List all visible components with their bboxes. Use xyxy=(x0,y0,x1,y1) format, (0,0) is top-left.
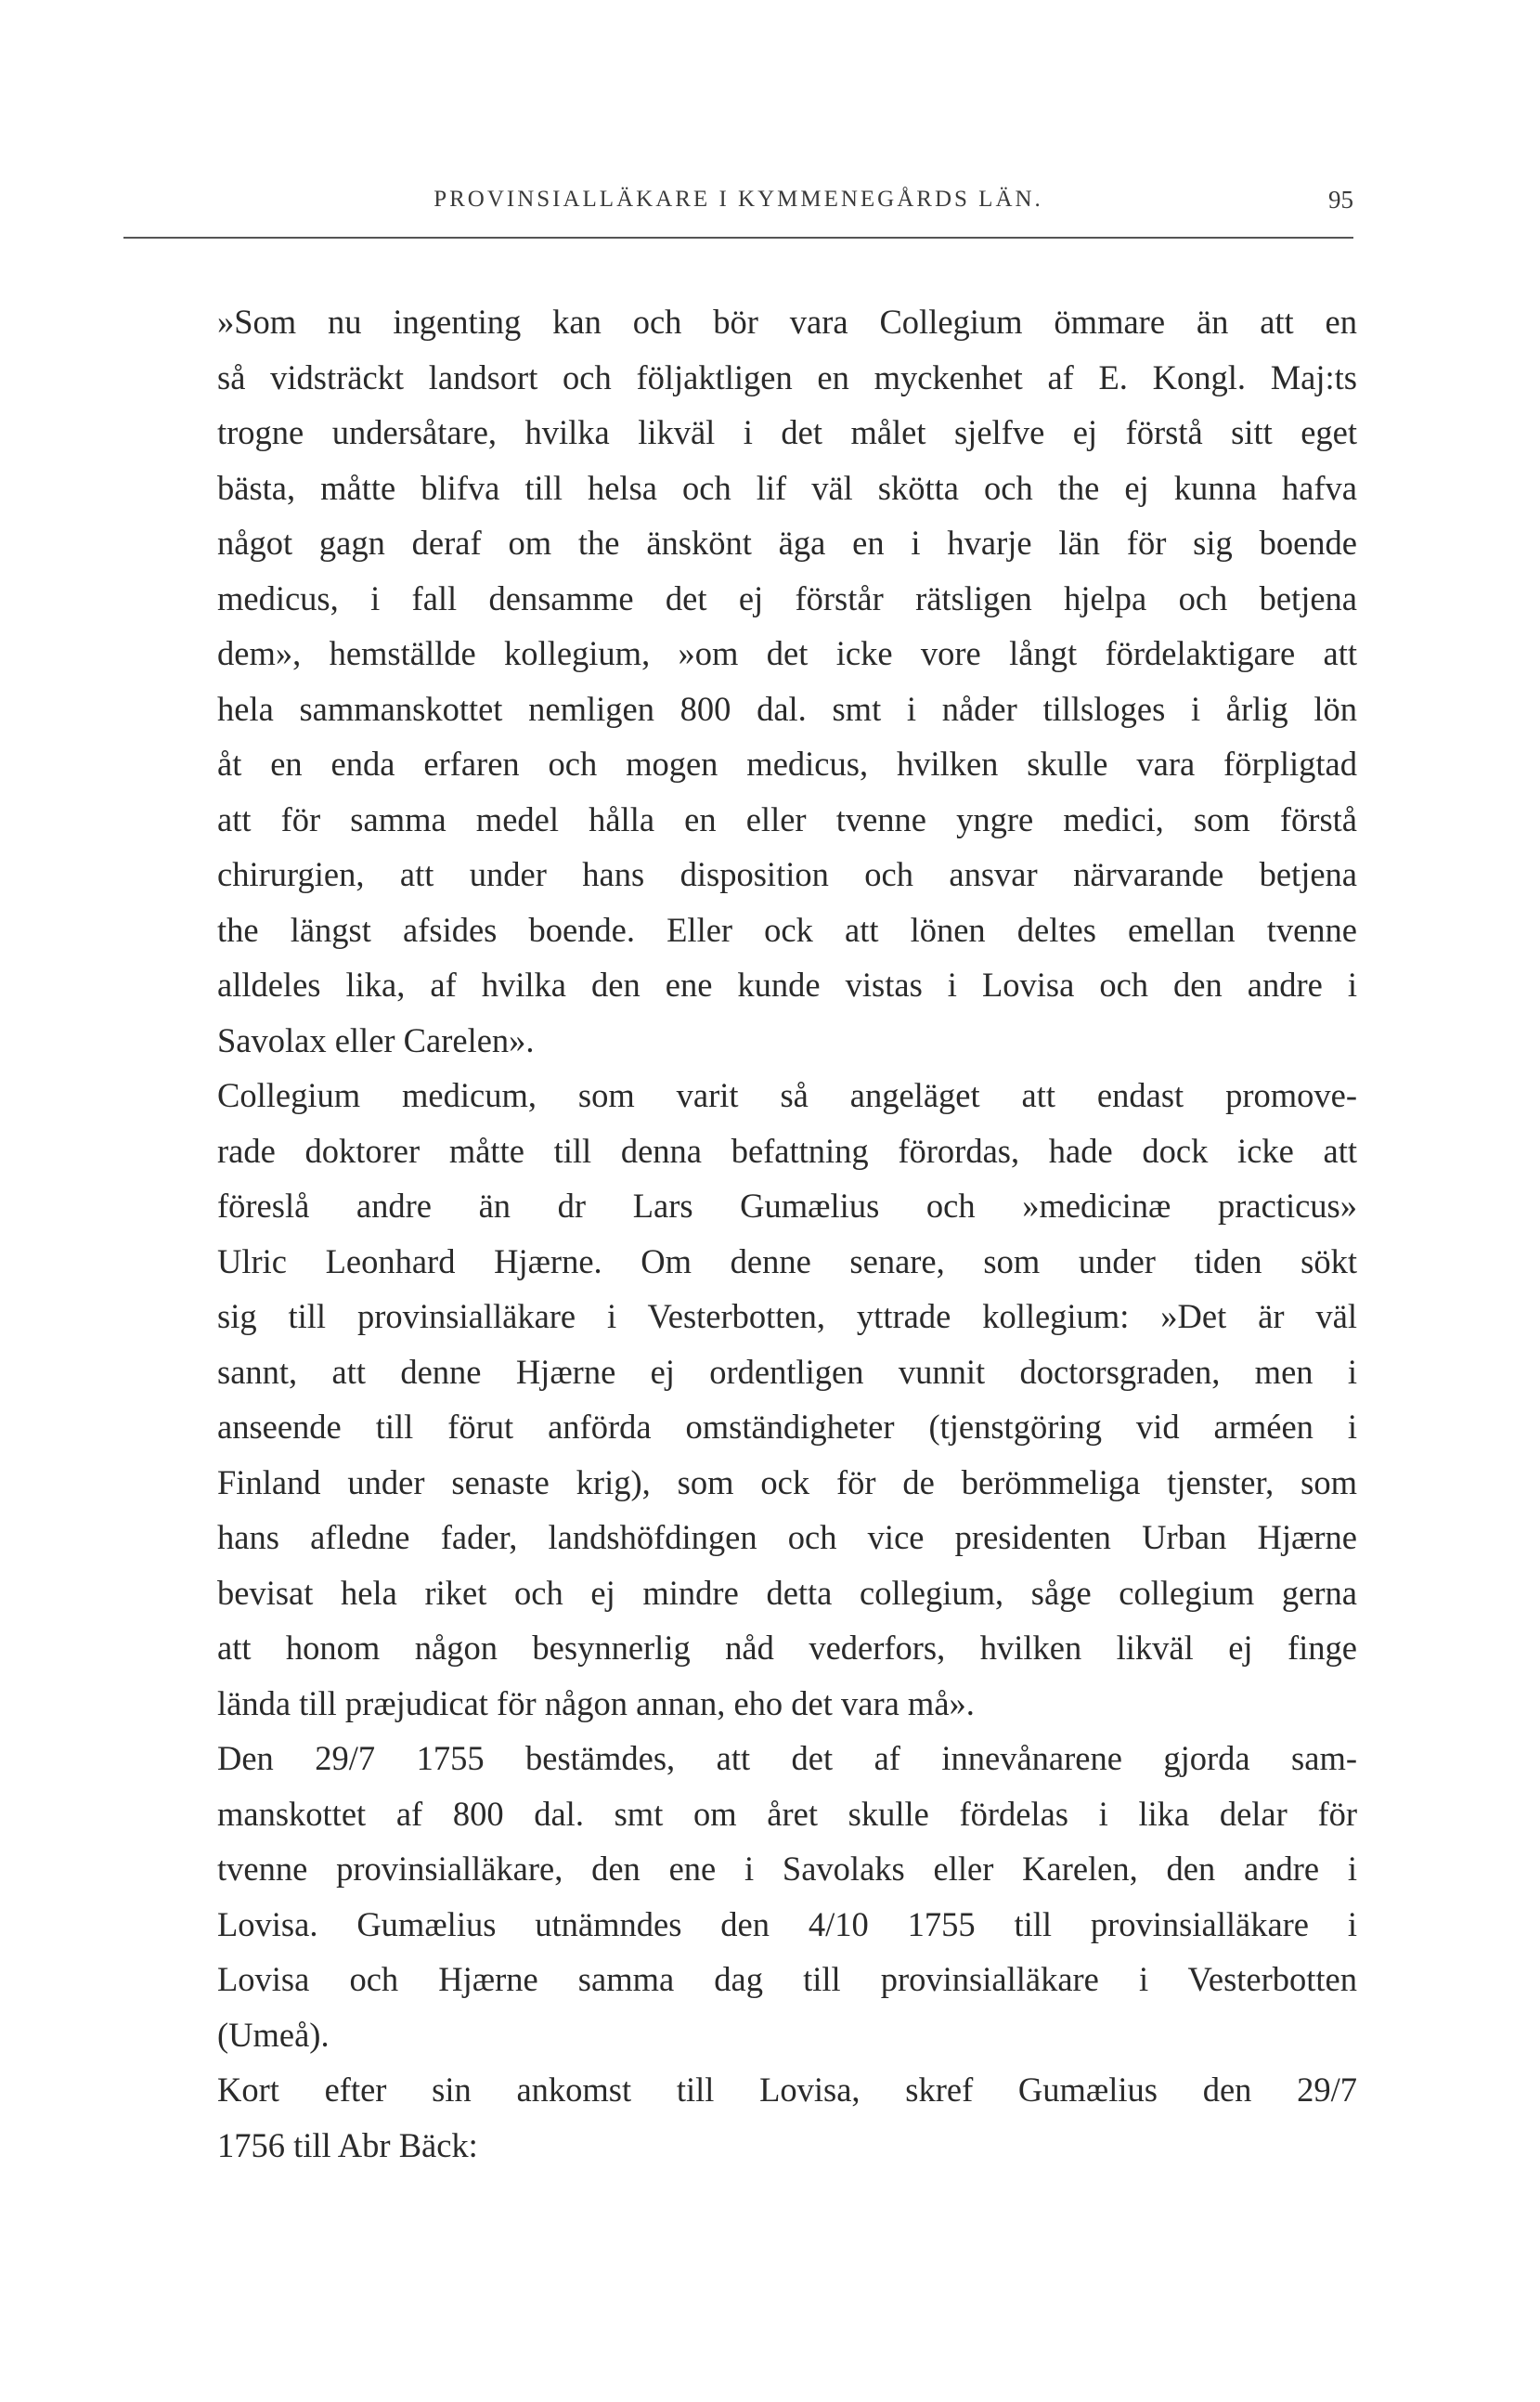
text-line: chirurgien, att under hans disposition och ansvar närvarande betjena xyxy=(217,855,1357,893)
text-line: något gagn deraf om the änskönt äga en i hvarje län för sig boende xyxy=(217,524,1357,562)
text-line: föreslå andre än dr Lars Gumælius och »medicinæ practicus» xyxy=(217,1187,1357,1225)
text-line: bästa, måtte blifva till helsa och lif väl skötta och the ej kunna hafva xyxy=(217,468,1357,507)
text-line: (Umeå). xyxy=(217,2015,330,2054)
text-line: Lovisa och Hjærne samma dag till provinsialläkare i Vesterbotten xyxy=(217,1960,1357,1998)
text-line: trogne undersåtare, hvilka likväl i det målet sjelfve ej förstå sitt eget xyxy=(217,413,1357,451)
text-line: att för samma medel hålla en eller tvenne yngre medici, som förstå xyxy=(217,799,1357,838)
text-line: åt en enda erfaren och mogen medicus, hvilken skulle vara förpligtad xyxy=(217,745,1357,783)
text-line: Lovisa. Gumælius utnämndes den 4/10 1755 till provinsialläkare i xyxy=(217,1904,1357,1943)
text-line: manskottet af 800 dal. smt om året skulle fördelas i lika delar för xyxy=(217,1794,1357,1833)
text-line: sig till provinsialläkare i Vesterbotten, yttrade kollegium: »Det är väl xyxy=(217,1297,1357,1335)
text-line: lända till præjudicat för någon annan, eho det vara må». xyxy=(217,1683,975,1722)
text-line: så vidsträckt landsort och följaktligen en myckenhet af E. Kongl. Maj:ts xyxy=(217,357,1357,396)
text-line: Ulric Leonhard Hjærne. Om denne senare, som under tiden sökt xyxy=(217,1241,1357,1280)
paragraph-4 xyxy=(120,2062,1357,2173)
header-rule xyxy=(123,237,1353,239)
text-line: hela sammanskottet nemligen 800 dal. smt i nåder tillsloges i årlig lön xyxy=(217,689,1357,728)
paragraph-1 xyxy=(120,294,1357,1068)
text-line: Collegium medicum, som varit så angeläget att endast promove- xyxy=(217,1076,1357,1114)
text-line: alldeles lika, af hvilka den ene kunde vistas i Lovisa och den andre i xyxy=(217,966,1357,1004)
paragraph-3 xyxy=(120,1731,1357,2062)
text-line: hans afledne fader, landshöfdingen och vice presidenten Urban Hjærne xyxy=(217,1518,1357,1556)
text-line: anseende till förut anförda omständigheter (tjenstgöring vid arméen i xyxy=(217,1408,1357,1446)
running-head-title: PROVINSIALLÄKARE I KYMMENEGÅRDS LÄN. xyxy=(434,187,1043,212)
running-head xyxy=(123,181,1353,218)
page-number: 95 xyxy=(1328,186,1353,214)
text-line: tvenne provinsialläkare, den ene i Savolaks eller Karelen, den andre i xyxy=(217,1850,1357,1888)
text-line: bevisat hela riket och ej mindre detta collegium, såge collegium gerna xyxy=(217,1573,1357,1612)
text-line: sannt, att denne Hjærne ej ordentligen vunnit doctorsgraden, men i xyxy=(217,1352,1357,1391)
text-line: Savolax eller Carelen». xyxy=(217,1020,535,1059)
paragraph-2 xyxy=(120,1068,1357,1731)
text-line: att honom någon besynnerlig nåd vederfors, hvilken likväl ej finge xyxy=(217,1629,1357,1667)
text-line: medicus, i fall densamme det ej förstår rätsligen hjelpa och betjena xyxy=(217,578,1357,617)
body-text xyxy=(120,294,1357,2173)
text-line: Kort efter sin ankomst till Lovisa, skref Gumælius den 29/7 xyxy=(217,2071,1357,2109)
text-line: rade doktorer måtte till denna befattning förordas, hade dock icke att xyxy=(217,1131,1357,1170)
text-line: 1756 till Abr Bäck: xyxy=(217,2125,478,2164)
text-line: »Som nu ingenting kan och bör vara Collegium ömmare än att en xyxy=(217,303,1357,341)
text-line: dem», hemställde kollegium, »om det icke vore långt fördelaktigare att xyxy=(217,634,1357,672)
text-line: Den 29/7 1755 bestämdes, att det af innevånarene gjorda sam- xyxy=(217,1739,1357,1777)
text-line: the längst afsides boende. Eller ock att lönen deltes emellan tvenne xyxy=(217,910,1357,949)
text-line: Finland under senaste krig), som ock för de berömmeliga tjenster, som xyxy=(217,1462,1357,1501)
